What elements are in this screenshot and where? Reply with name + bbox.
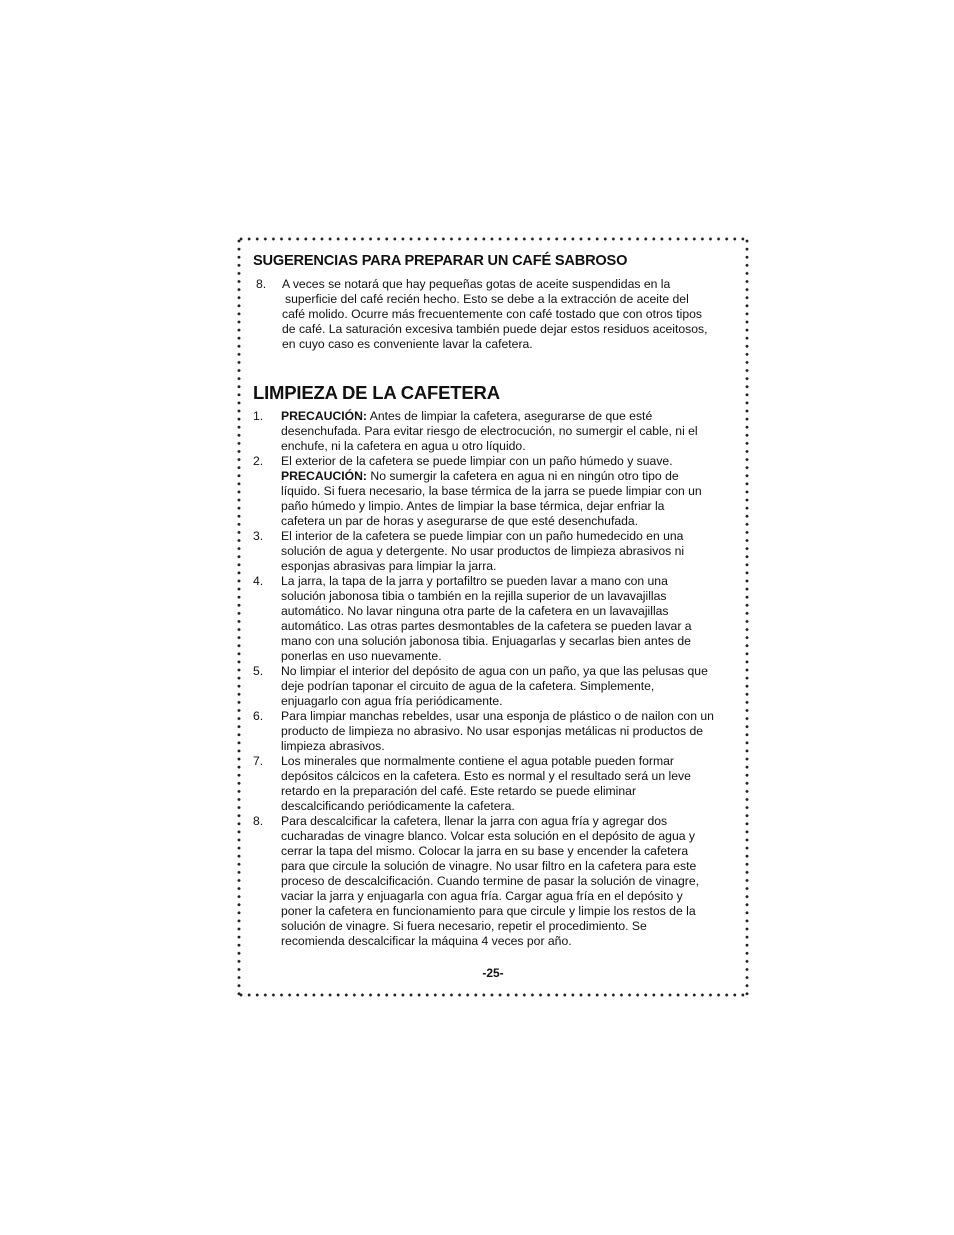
cleaning-item-8 — [253, 814, 733, 949]
text-line: limpieza abrasivos. — [281, 739, 385, 753]
text-line: La jarra, la tapa de la jarra y portafiltro se pueden lavar a mano con una — [281, 574, 668, 588]
item-number: 3. — [253, 529, 264, 543]
text-line: depósitos cálcicos en la cafetera. Esto es normal y el resultado será un leve — [281, 769, 691, 783]
item-text — [281, 709, 733, 754]
text-line: producto de limpieza no abrasivo. No usar esponjas metálicas ni productos de — [281, 724, 704, 738]
text-line: El exterior de la cafetera se puede limpiar con un paño húmedo y suave. — [281, 454, 673, 468]
item-number: 6. — [253, 709, 264, 723]
text-line: Antes de limpiar la cafetera, asegurarse de que esté — [367, 409, 653, 423]
cleaning-item-5 — [253, 664, 733, 709]
dotted-border-bottom — [237, 993, 749, 997]
text-line: retardo en la preparación del café. Este retardo se puede eliminar — [281, 784, 637, 798]
cleaning-item-7 — [253, 754, 733, 814]
section-heading-cleaning: LIMPIEZA DE LA CAFETERA — [253, 382, 500, 403]
text-line: en cuyo caso es conveniente lavar la cafetera. — [282, 337, 533, 351]
item-number: 4. — [253, 574, 264, 588]
item-number: 8. — [256, 277, 267, 291]
text-line: mano con una solución jabonosa tibia. Enjuagarlas y secarlas bien antes de — [281, 634, 691, 648]
item-text — [281, 529, 733, 574]
text-line: solución jabonosa tibia o también en la rejilla superior de un lavavajillas — [281, 589, 667, 603]
item-text — [281, 664, 733, 709]
text-line: recomienda descalcificar la máquina 4 veces por año. — [281, 934, 572, 948]
text-line: líquido. Si fuera necesario, la base térmica de la jarra se puede limpiar con un — [281, 484, 702, 498]
text-line: No sumergir la cafetera en agua ni en ningún otro tipo de — [367, 469, 679, 483]
text-line: descalcificando periódicamente la cafetera. — [281, 799, 515, 813]
dotted-border-top — [237, 237, 749, 241]
text-line: esponjas abrasivas para limpiar la jarra. — [281, 559, 497, 573]
text-line: ponerlas en uso nuevamente. — [281, 649, 442, 663]
item-text — [281, 814, 733, 949]
text-line: superficie del café recién hecho. Esto se debe a la extracción de aceite del — [285, 292, 689, 306]
text-line: paño húmedo y limpio. Antes de limpiar la base térmica, dejar enfriar la — [281, 499, 665, 513]
text-line: proceso de descalcificación. Cuando termine de pasar la solución de vinagre, — [281, 874, 700, 888]
caution-label: PRECAUCIÓN: — [281, 409, 367, 423]
text-line: cerrar la tapa del mismo. Colocar la jarra en su base y encender la cafetera — [281, 844, 689, 858]
item-text — [281, 754, 733, 814]
item-number: 5. — [253, 664, 264, 678]
dotted-border-left — [237, 237, 241, 997]
page-number: -25- — [482, 966, 504, 980]
item-number: 1. — [253, 409, 264, 423]
item-number: 2. — [253, 454, 264, 468]
item-number: 8. — [253, 814, 264, 828]
text-line: solución de vinagre. Si fuera necesario, repetir el procedimiento. Se — [281, 919, 647, 933]
cleaning-item-6 — [253, 709, 733, 754]
text-line: vaciar la jarra y enjuagarla con agua fría. Cargar agua fría en el depósito y — [281, 889, 683, 903]
text-line: enjuagarlo con agua fría periódicamente. — [281, 694, 503, 708]
cleaning-item-2 — [253, 454, 733, 529]
caution-label: PRECAUCIÓN: — [281, 469, 367, 483]
text-line: Para descalcificar la cafetera, llenar la jarra con agua fría y agregar dos — [281, 814, 668, 828]
text-line: automático. No lavar ninguna otra parte de la cafetera en un lavavajillas — [281, 604, 669, 618]
text-line: El interior de la cafetera se puede limpiar con un paño humedecido en una — [281, 529, 684, 543]
text-line: cafetera un par de horas y asegurarse de que esté desenchufada. — [281, 514, 639, 528]
text-line: Los minerales que normalmente contiene el agua potable pueden formar — [281, 754, 674, 768]
item-text — [281, 409, 733, 454]
text-line: cucharadas de vinagre blanco. Volcar esta solución en el depósito de agua y — [281, 829, 695, 843]
cleaning-item-1 — [253, 409, 733, 454]
text-line: No limpiar el interior del depósito de agua con un paño, ya que las pelusas que — [281, 664, 708, 678]
text-line: café molido. Ocurre más frecuentemente con café tostado que con otros tipos — [282, 307, 703, 321]
dotted-border-right — [745, 237, 749, 997]
item-number: 7. — [253, 754, 264, 768]
text-line: deje podrían taponar el circuito de agua de la cafetera. Simplemente, — [281, 679, 655, 693]
tip-item-8 — [253, 277, 733, 352]
text-line: poner la cafetera en funcionamiento para que circule y limpie los restos de la — [281, 904, 696, 918]
text-line: desenchufada. Para evitar riesgo de electrocución, no sumergir el cable, ni el — [281, 424, 698, 438]
text-line: Para limpiar manchas rebeldes, usar una esponja de plástico o de nailon con un — [281, 709, 714, 723]
item-text — [282, 277, 733, 352]
text-line: de café. La saturación excesiva también puede dejar estos residuos aceitosos, — [282, 322, 708, 336]
text-line: A veces se notará que hay pequeñas gotas de aceite suspendidas en la — [282, 277, 671, 291]
text-line: solución de agua y detergente. No usar productos de limpieza abrasivos ni — [281, 544, 685, 558]
cleaning-item-3 — [253, 529, 733, 574]
item-text — [281, 574, 733, 664]
text-line: para que circule la solución de vinagre. No usar filtro en la cafetera para este — [281, 859, 697, 873]
text-line: automático. Las otras partes desmontables de la cafetera se pueden lavar a — [281, 619, 692, 633]
page-content — [253, 250, 733, 980]
text-line: enchufe, ni la cafetera en agua u otro líquido. — [281, 439, 526, 453]
section-heading-tips: SUGERENCIAS PARA PREPARAR UN CAFÉ SABROSO — [253, 253, 628, 269]
item-text — [281, 454, 733, 529]
cleaning-item-4 — [253, 574, 733, 664]
